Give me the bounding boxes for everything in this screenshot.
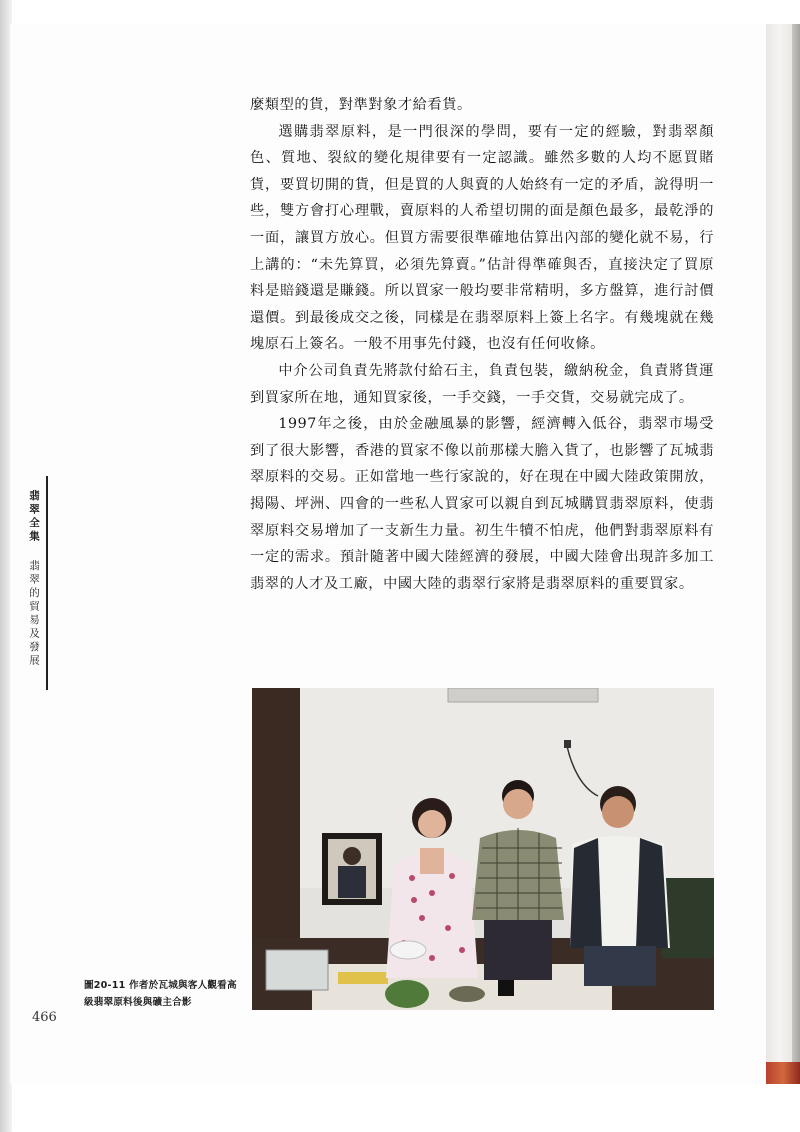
paragraph: 1997年之後，由於金融風暴的影響，經濟轉入低谷，翡翠市場受到了很大影響，香港的買家不像以前那樣大膽入貨了，也影響了瓦城翡翠原料的交易。正如當地一些行家說的，好在現在中國大陸政策開放，揭陽、坪洲、四會的一些私人買家可以親自到瓦城購買翡翠原料，使翡翠原料交易增加了一支新生力量。初生牛犢不怕虎，他們對翡翠原料有一定的需求。預計隨著中國大陸經濟的發展，中國大陸會出現許多加工翡翠的人才及工廠，中國大陸的翡翠行家將是翡翠原料的重要買家。 (250, 416, 714, 592)
photo-illustration (252, 688, 714, 1010)
next-page-edge (766, 1062, 800, 1084)
series-title: 翡翠全集 (28, 490, 40, 544)
paragraph: 選購翡翠原料，是一門很深的學問，要有一定的經驗，對翡翠顏色、質地、裂紋的變化規律要有一定認識。雖然多數的人均不愿買賭貨，要買切開的貨，但是買的人與賣的人始終有一定的矛盾，說得明一些，雙方會打心理戰，賣原料的人希望切開的面是顏色最多，最乾淨的一面，讓買方放心。但買方需要很準確地估算出內部的變化就不易，行上講的：“未先算買，必須先算賣。”估計得準確與否，直接決定了買原料是賠錢還是賺錢。所以買家一般均要非常精明，多方盤算，進行討價還價。到最後成交之後，同樣是在翡翠原料上簽上名字。有幾塊就在幾塊原石上簽名。一般不用事先付錢，也沒有任何收條。 (250, 123, 714, 353)
paragraph-continued: 麼類型的貨，對準對象才給看貨。 (250, 97, 472, 113)
paragraph: 中介公司負責先將款付給石主，負責包裝，繳納稅金，負責將貨運到買家所在地，通知買家後，一手交錢，一手交貨，交易就完成了。 (250, 362, 714, 406)
figure-caption: 圖20-11 作者於瓦城與客人觀看高級翡翠原料後與礦主合影 (84, 980, 237, 1008)
page-fold (766, 24, 800, 1084)
section-title: 翡翠的貿易及發展 (28, 560, 40, 669)
photo (252, 688, 714, 1010)
body-text (250, 92, 714, 597)
side-rule (46, 476, 48, 690)
side-tab (28, 490, 42, 668)
page-number: 466 (32, 1010, 57, 1025)
